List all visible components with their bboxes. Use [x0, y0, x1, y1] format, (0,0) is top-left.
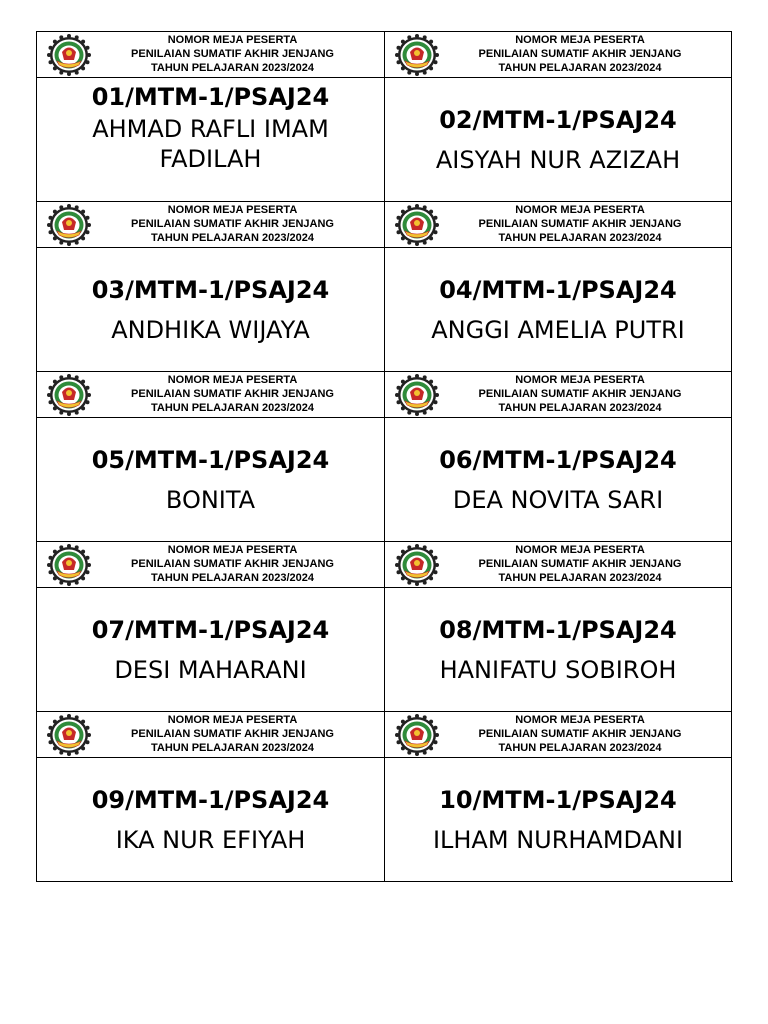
desk-number: 07/MTM-1/PSAJ24 [91, 615, 330, 644]
label-row [36, 371, 733, 541]
desk-card [36, 31, 384, 201]
header-exam: PENILAIAN SUMATIF AKHIR JENJANG [478, 218, 682, 230]
header-year: TAHUN PELAJARAN 2023/2024 [150, 62, 315, 74]
card-body [37, 587, 384, 711]
header-year: TAHUN PELAJARAN 2023/2024 [498, 572, 662, 584]
header-title: NOMOR MEJA PESERTA [167, 374, 298, 386]
header-exam: PENILAIAN SUMATIF AKHIR JENJANG [131, 728, 334, 740]
card-body [385, 77, 731, 201]
header-title: NOMOR MEJA PESERTA [515, 714, 645, 726]
card-body [385, 757, 731, 881]
label-row [36, 711, 733, 881]
desk-card [36, 711, 384, 881]
header-title: NOMOR MEJA PESERTA [167, 34, 298, 46]
header-year: TAHUN PELAJARAN 2023/2024 [150, 232, 315, 244]
desk-card [384, 371, 732, 541]
desk-number: 03/MTM-1/PSAJ24 [91, 275, 330, 304]
header-exam: PENILAIAN SUMATIF AKHIR JENJANG [131, 558, 334, 570]
participant-name: ILHAM NURHAMDANI [432, 825, 684, 854]
header-year: TAHUN PELAJARAN 2023/2024 [150, 742, 315, 754]
header-year: TAHUN PELAJARAN 2023/2024 [498, 742, 662, 754]
card-header [385, 201, 731, 247]
desk-number: 02/MTM-1/PSAJ24 [439, 105, 677, 134]
card-header [385, 711, 731, 757]
sheet-bottom-border [36, 881, 733, 882]
header-year: TAHUN PELAJARAN 2023/2024 [150, 402, 315, 414]
header-year: TAHUN PELAJARAN 2023/2024 [498, 402, 662, 414]
participant-name: AISYAH NUR AZIZAH [435, 145, 681, 174]
desk-number: 09/MTM-1/PSAJ24 [91, 785, 330, 814]
desk-label-sheet [36, 31, 733, 882]
desk-number: 01/MTM-1/PSAJ24 [91, 83, 330, 111]
desk-card [384, 31, 732, 201]
header-title: NOMOR MEJA PESERTA [167, 714, 298, 726]
card-body [37, 247, 384, 371]
header-title: NOMOR MEJA PESERTA [167, 544, 298, 556]
desk-card [384, 201, 732, 371]
header-exam: PENILAIAN SUMATIF AKHIR JENJANG [478, 728, 682, 740]
desk-number: 08/MTM-1/PSAJ24 [439, 615, 677, 644]
participant-name: ANGGI AMELIA PUTRI [431, 315, 685, 344]
card-header [385, 541, 731, 587]
card-body [385, 247, 731, 371]
desk-card [384, 541, 732, 711]
desk-card [36, 201, 384, 371]
participant-name: BONITA [165, 485, 256, 514]
header-year: TAHUN PELAJARAN 2023/2024 [498, 62, 662, 74]
header-title: NOMOR MEJA PESERTA [515, 544, 645, 556]
card-body [385, 587, 731, 711]
participant-name: HANIFATU SOBIROH [439, 655, 677, 684]
header-year: TAHUN PELAJARAN 2023/2024 [150, 572, 315, 584]
header-exam: PENILAIAN SUMATIF AKHIR JENJANG [131, 218, 334, 230]
label-row [36, 541, 733, 711]
desk-number: 05/MTM-1/PSAJ24 [91, 445, 330, 474]
card-header [37, 201, 384, 247]
header-year: TAHUN PELAJARAN 2023/2024 [498, 232, 662, 244]
label-row [36, 31, 733, 201]
card-header [37, 711, 384, 757]
card-header [37, 541, 384, 587]
header-title: NOMOR MEJA PESERTA [515, 204, 645, 216]
participant-name: ANDHIKA WIJAYA [111, 315, 310, 344]
participant-name: AHMAD RAFLI IMAM FADILAH [92, 115, 329, 173]
desk-number: 04/MTM-1/PSAJ24 [439, 275, 677, 304]
participant-name: DEA NOVITA SARI [452, 485, 664, 514]
desk-card [36, 541, 384, 711]
header-title: NOMOR MEJA PESERTA [515, 374, 645, 386]
label-row [36, 201, 733, 371]
header-exam: PENILAIAN SUMATIF AKHIR JENJANG [478, 558, 682, 570]
desk-number: 10/MTM-1/PSAJ24 [439, 785, 677, 814]
header-title: NOMOR MEJA PESERTA [167, 204, 298, 216]
card-header [385, 371, 731, 417]
header-exam: PENILAIAN SUMATIF AKHIR JENJANG [478, 388, 682, 400]
card-header [385, 31, 731, 77]
card-body [37, 757, 384, 881]
card-body [37, 417, 384, 541]
participant-name: DESI MAHARANI [114, 655, 307, 684]
header-title: NOMOR MEJA PESERTA [515, 34, 645, 46]
card-body [37, 77, 384, 201]
header-exam: PENILAIAN SUMATIF AKHIR JENJANG [478, 48, 682, 60]
desk-card [36, 371, 384, 541]
header-exam: PENILAIAN SUMATIF AKHIR JENJANG [131, 388, 334, 400]
card-header [37, 31, 384, 77]
desk-card [384, 711, 732, 881]
header-exam: PENILAIAN SUMATIF AKHIR JENJANG [131, 48, 334, 60]
desk-number: 06/MTM-1/PSAJ24 [439, 445, 677, 474]
participant-name: IKA NUR EFIYAH [115, 825, 306, 854]
card-header [37, 371, 384, 417]
card-body [385, 417, 731, 541]
